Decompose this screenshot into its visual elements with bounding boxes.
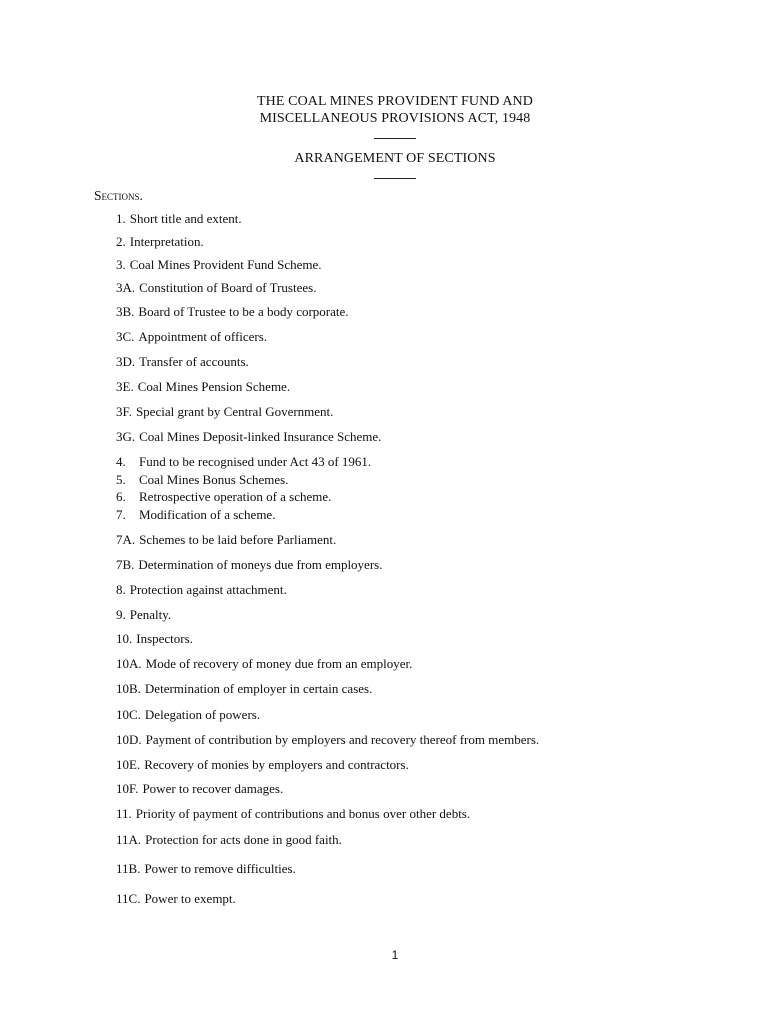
section-title: Power to exempt. [144,891,236,906]
section-entry [116,607,171,623]
section-title: Coal Mines Pension Scheme. [137,379,291,394]
section-entry [116,280,316,296]
section-number: 8. [116,582,126,597]
section-number: 3F. [116,404,132,419]
section-number: 7A. [116,532,136,547]
section-title: Fund to be recognised under Act 43 of 1961. [139,454,372,469]
section-title: Inspectors. [136,631,193,646]
section-title: Protection for acts done in good faith. [145,832,342,847]
heading-divider [374,178,416,179]
section-title: Short title and extent. [129,211,242,226]
section-number: 10A. [116,656,142,671]
section-entry [116,582,287,598]
section-number: 3B. [116,304,135,319]
section-title: Protection against attachment. [129,582,287,597]
section-number: 3E. [116,379,134,394]
section-number: 3G. [116,429,136,444]
section-number: 7. [116,507,126,522]
section-title: Determination of employer in certain cases. [144,681,373,696]
section-number: 9. [116,607,126,622]
section-title: Determination of moneys due from employers. [138,557,383,572]
section-number: 1. [116,211,126,226]
section-number: 3A. [116,280,136,295]
section-number: 11. [116,806,132,821]
section-number: 10C. [116,707,141,722]
section-entry [116,454,371,470]
section-title: Constitution of Board of Trustees. [139,280,317,295]
section-entry [116,234,204,250]
section-entry [116,211,242,227]
section-entry [116,404,333,420]
act-title-line-1: THE COAL MINES PROVIDENT FUND AND [257,94,533,109]
section-title: Delegation of powers. [144,707,261,722]
section-title: Modification of a scheme. [139,507,276,522]
section-entry [116,681,372,697]
section-entry [116,656,412,672]
section-number: 10. [116,631,133,646]
section-title: Payment of contribution by employers and recovery thereof from members. [145,732,540,747]
section-entry [116,354,249,370]
arrangement-heading: ARRANGEMENT OF SECTIONS [294,151,496,166]
section-number: 10D. [116,732,142,747]
act-title-line-2: MISCELLANEOUS PROVISIONS ACT, 1948 [259,111,531,126]
section-title: Board of Trustee to be a body corporate. [138,304,349,319]
section-title: Coal Mines Bonus Schemes. [139,472,289,487]
section-entry [116,557,382,573]
section-entry [116,507,275,523]
sections-label: Sections. [94,188,143,203]
section-title: Transfer of accounts. [139,354,249,369]
section-title: Priority of payment of contributions and bonus over other debts. [135,806,471,821]
section-title: Retrospective operation of a scheme. [139,489,332,504]
section-title: Coal Mines Provident Fund Scheme. [129,257,322,272]
section-entry [116,781,283,797]
section-number: 11C. [116,891,141,906]
section-number: 3C. [116,329,135,344]
section-entry [116,329,267,345]
section-entry [116,379,290,395]
section-title: Interpretation. [129,234,204,249]
section-number: 5. [116,472,126,487]
section-title: Penalty. [129,607,172,622]
title-divider [374,138,416,139]
section-number: 10F. [116,781,139,796]
section-entry [116,304,349,320]
section-entry [116,429,381,445]
section-number: 6. [116,489,126,504]
section-title: Special grant by Central Government. [135,404,334,419]
section-number: 3. [116,257,126,272]
section-title: Power to remove difficulties. [144,861,296,876]
section-title: Recovery of monies by employers and contractors. [144,757,409,772]
section-number: 10E. [116,757,141,772]
section-title: Coal Mines Deposit-linked Insurance Scheme. [139,429,382,444]
section-number: 11B. [116,861,141,876]
section-number: 7B. [116,557,135,572]
section-title: Schemes to be laid before Parliament. [139,532,337,547]
section-entry [116,861,296,877]
section-number: 4. [116,454,126,469]
section-title: Appointment of officers. [138,329,268,344]
section-entry [116,806,470,822]
page-number: 1 [391,948,399,962]
section-entry [116,757,409,773]
section-title: Power to recover damages. [142,781,284,796]
section-title: Mode of recovery of money due from an employer. [145,656,413,671]
section-entry [116,532,336,548]
section-entry [116,891,236,907]
section-entry [116,631,193,647]
section-number: 3D. [116,354,136,369]
section-entry [116,472,289,488]
section-entry [116,707,260,723]
section-number: 10B. [116,681,141,696]
section-entry [116,257,322,273]
section-entry [116,732,539,748]
section-entry [116,489,331,505]
section-entry [116,832,342,848]
section-number: 2. [116,234,126,249]
section-number: 11A. [116,832,142,847]
